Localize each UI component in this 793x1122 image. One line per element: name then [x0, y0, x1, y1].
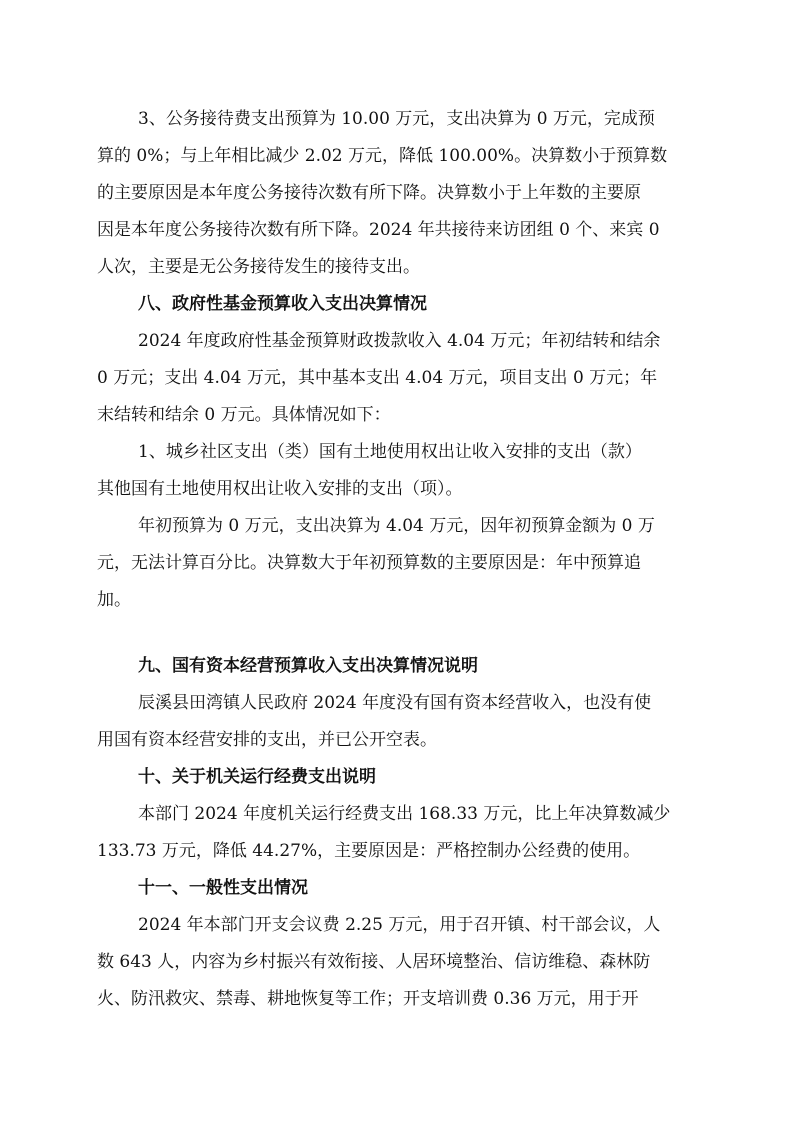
text-line: 辰溪县田湾镇人民政府 2024 年度没有国有资本经营收入，也没有使: [138, 693, 652, 713]
text-line: 本部门 2024 年度机关运行经费支出 168.33 万元，比上年决算数减少: [138, 804, 671, 824]
text-line: 末结转和结余 0 万元。具体情况如下：: [97, 405, 391, 425]
text-line: 1、城乡社区支出（类）国有土地使用权出让收入安排的支出（款）: [138, 442, 642, 462]
text-line: 火、防汛救灾、禁毒、耕地恢复等工作；开支培训费 0.36 万元，用于开: [97, 989, 639, 1009]
text-line: 数 643 人，内容为乡村振兴有效衔接、人居环境整治、信访维稳、森林防: [97, 952, 651, 972]
section-heading-9: 九、国有资本经营预算收入支出决算情况说明: [138, 656, 478, 676]
text-line: 算的 0%；与上年相比减少 2.02 万元，降低 100.00%。决算数小于预算数: [97, 146, 668, 166]
section-heading-10: 十、关于机关运行经费支出说明: [138, 767, 376, 787]
section-heading-8: 八、政府性基金预算收入支出决算情况: [138, 294, 427, 314]
text-line: 因是本年度公务接待次数有所下降。2024 年共接待来访团组 0 个、来宾 0: [97, 220, 660, 240]
text-line: 其他国有土地使用权出让收入安排的支出（项）。: [97, 479, 463, 499]
text-line: 2024 年本部门开支会议费 2.25 万元，用于召开镇、村干部会议，人: [138, 915, 661, 935]
text-line: 年初预算为 0 万元，支出决算为 4.04 万元，因年初预算金额为 0 万: [138, 516, 655, 536]
text-line: 2024 年度政府性基金预算财政拨款收入 4.04 万元；年初结转和结余: [138, 331, 661, 351]
text-line: 0 万元；支出 4.04 万元，其中基本支出 4.04 万元，项目支出 0 万元；年: [97, 368, 658, 388]
text-line: 的主要原因是本年度公务接待次数有所下降。决算数小于上年数的主要原: [97, 183, 641, 203]
text-line: 加。: [97, 590, 131, 610]
text-line: 133.73 万元，降低 44.27%，主要原因是：严格控制办公经费的使用。: [97, 841, 641, 861]
text-line: 元，无法计算百分比。决算数大于年初预算数的主要原因是：年中预算追: [97, 553, 641, 573]
text-line: 人次，主要是无公务接待发生的接待支出。: [97, 257, 420, 277]
section-heading-11: 十一、一般性支出情况: [138, 878, 308, 898]
text-line: 3、公务接待费支出预算为 10.00 万元，支出决算为 0 万元，完成预: [138, 109, 655, 129]
text-line: 用国有资本经营安排的支出，并已公开空表。: [97, 730, 437, 750]
